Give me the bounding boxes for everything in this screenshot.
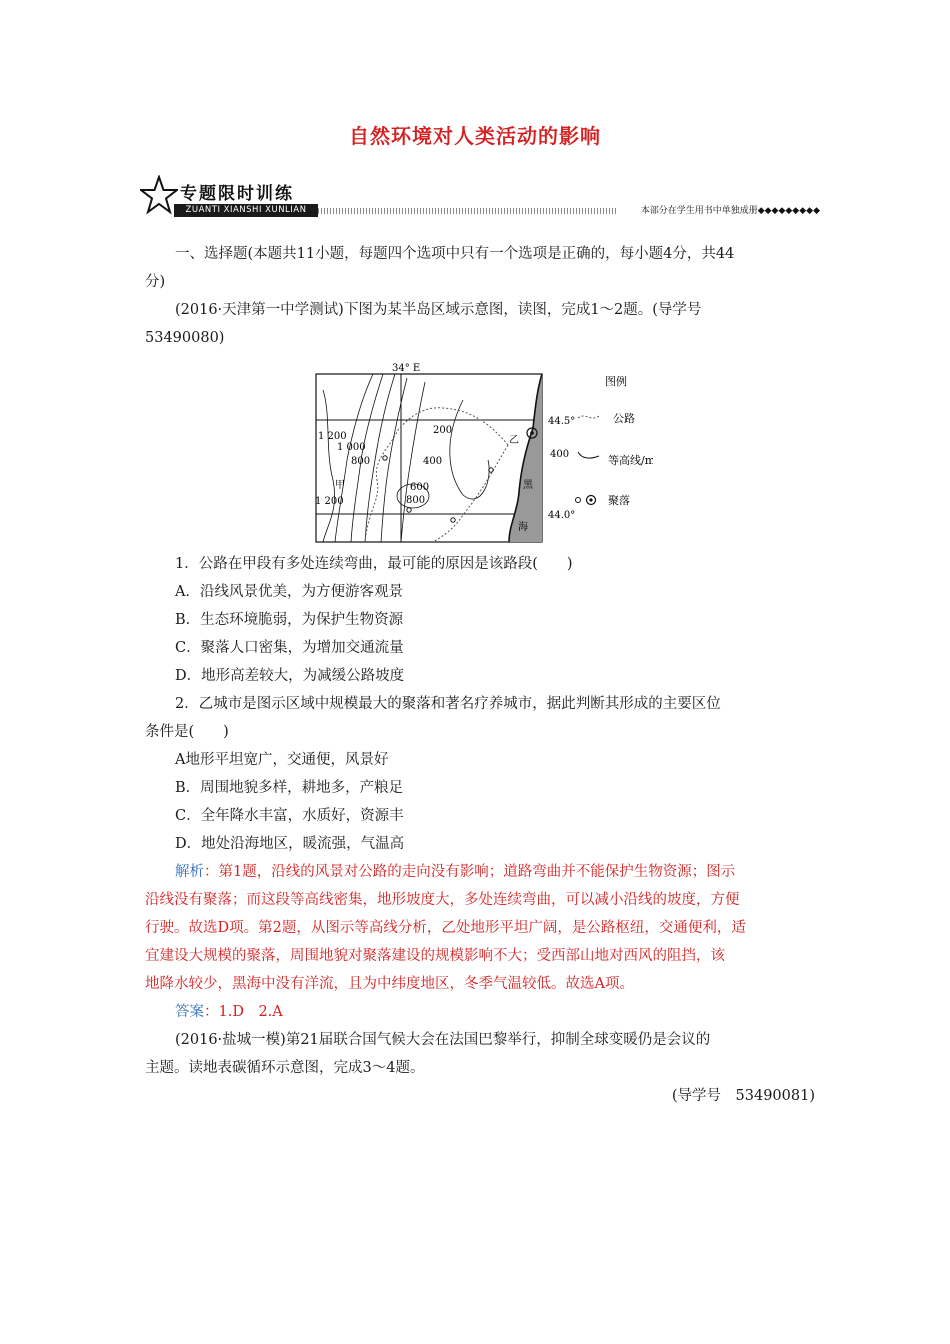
sea-label: 黑 (523, 480, 533, 491)
contour-label: 600 (410, 482, 430, 493)
context2-line1: (2016·盐城一模)第21届联合国气候大会在法国巴黎举行，抑制全球变暖仍是会议的 (175, 1032, 711, 1048)
legend-title: 图例 (605, 375, 627, 388)
contour-label: 1 200 (315, 496, 344, 507)
analysis-line5: 地降水较少，黑海中没有洋流，且为中纬度地区，冬季气温较低。故选A项。 (145, 976, 634, 992)
sea-label: 海 (518, 522, 528, 533)
banner-title: 专题限时训练 (180, 184, 294, 204)
contour-label: 1 200 (318, 431, 347, 442)
contour-label: 200 (433, 425, 453, 436)
contour-label: 800 (351, 456, 371, 467)
place-yi: 乙 (509, 435, 519, 446)
q1-stem: 1．公路在甲段有多处连续弯曲，最可能的原因是该路段( ) (175, 556, 573, 572)
top-longitude-label: 34° E (392, 363, 421, 374)
page-title: 自然环境对人类活动的影响 (349, 124, 601, 148)
context2-line2: 主题。读地表碳循环示意图，完成3～4题。 (145, 1060, 425, 1076)
analysis-line2: 沿线没有聚落；而这段等高线密集，地形坡度大，多处连续弯曲，可以减小沿线的坡度，方便 (145, 892, 740, 908)
q2-stem-line1: 2．乙城市是图示区域中规模最大的聚落和著名疗养城市，据此判断其形成的主要区位 (175, 696, 721, 712)
contour-label: 400 (423, 456, 443, 467)
context2-guide: (导学号 53490081) (671, 1088, 815, 1104)
peninsula-map (313, 360, 653, 549)
legend-settlement-icon (576, 498, 581, 503)
q1-option-d: D．地形高差较大，为减缓公路坡度 (175, 668, 405, 684)
banner-divider (318, 208, 618, 214)
place-jia: 甲 (335, 480, 345, 491)
banner-pinyin: ZUANTI XIANSHI XUNLIAN (174, 204, 318, 217)
settlement (383, 456, 387, 460)
contour-line (401, 382, 425, 542)
q1-option-a: A．沿线风景优美，为方便游客观景 (175, 584, 403, 600)
analysis-label: 解析 (175, 864, 204, 880)
lat-label-top: 44.5° (548, 416, 576, 427)
legend-road-icon (578, 416, 599, 418)
q2-option-d: D．地处沿海地区，暖流强，气温高 (175, 836, 405, 852)
settlement (407, 508, 411, 512)
analysis-line1: 解析：第1题，沿线的风景对公路的走向没有影响；道路弯曲并不能保护生物资源；图示 (175, 864, 736, 880)
star-icon (140, 175, 178, 217)
q2-option-b: B．周围地貌多样，耕地多，产粮足 (175, 780, 404, 796)
contour-label: 1 000 (337, 442, 366, 453)
contour-line (323, 390, 335, 542)
legend-contour-label: 等高线/m (608, 454, 653, 467)
q2-option-c: C．全年降水丰富，水质好，资源丰 (175, 808, 404, 824)
answer-line: 答案：1.D 2.A (175, 1004, 283, 1020)
road (433, 445, 508, 542)
context1-line2: 53490080) (145, 330, 225, 346)
intro-line2: 分) (145, 274, 166, 290)
q1-option-b: B．生态环境脆弱，为保护生物资源 (175, 612, 404, 628)
settlement (451, 518, 455, 522)
q2-option-a: A地形平坦宽广，交通便，风景好 (175, 752, 389, 768)
context1-line1: (2016·天津第一中学测试)下图为某半岛区域示意图，读图，完成1～2题。(导学号 (175, 302, 702, 318)
answer-label: 答案 (175, 1004, 204, 1020)
legend-settlement-label: 聚落 (608, 494, 630, 507)
legend-contour-icon (578, 452, 599, 458)
banner-note: 本部分在学生用书中单独成册◆◆◆◆◆◆◆◆◆ (640, 206, 820, 216)
contour-label: 800 (406, 495, 426, 506)
intro-line1: 一、选择题(本题共11小题，每题四个选项中只有一个选项是正确的，每小题4分，共44 (175, 246, 735, 262)
legend-road-label: 公路 (613, 412, 635, 425)
q1-option-c: C．聚落人口密集，为增加交通流量 (175, 640, 404, 656)
q2-stem-line2: 条件是( ) (145, 724, 229, 740)
analysis-line3: 行驶。故选D项。第2题，从图示等高线分析，乙处地形平坦广阔，是公路枢纽，交通便利，适 (145, 920, 746, 936)
contour-label: 400 (550, 449, 570, 460)
analysis-line4: 宜建设大规模的聚落，周围地貌对聚落建设的规模影响不大；受西部山地对西风的阻挡，该 (145, 948, 725, 964)
contour-line (450, 400, 489, 499)
lat-label-bottom: 44.0° (548, 510, 576, 521)
section-banner (140, 175, 820, 220)
